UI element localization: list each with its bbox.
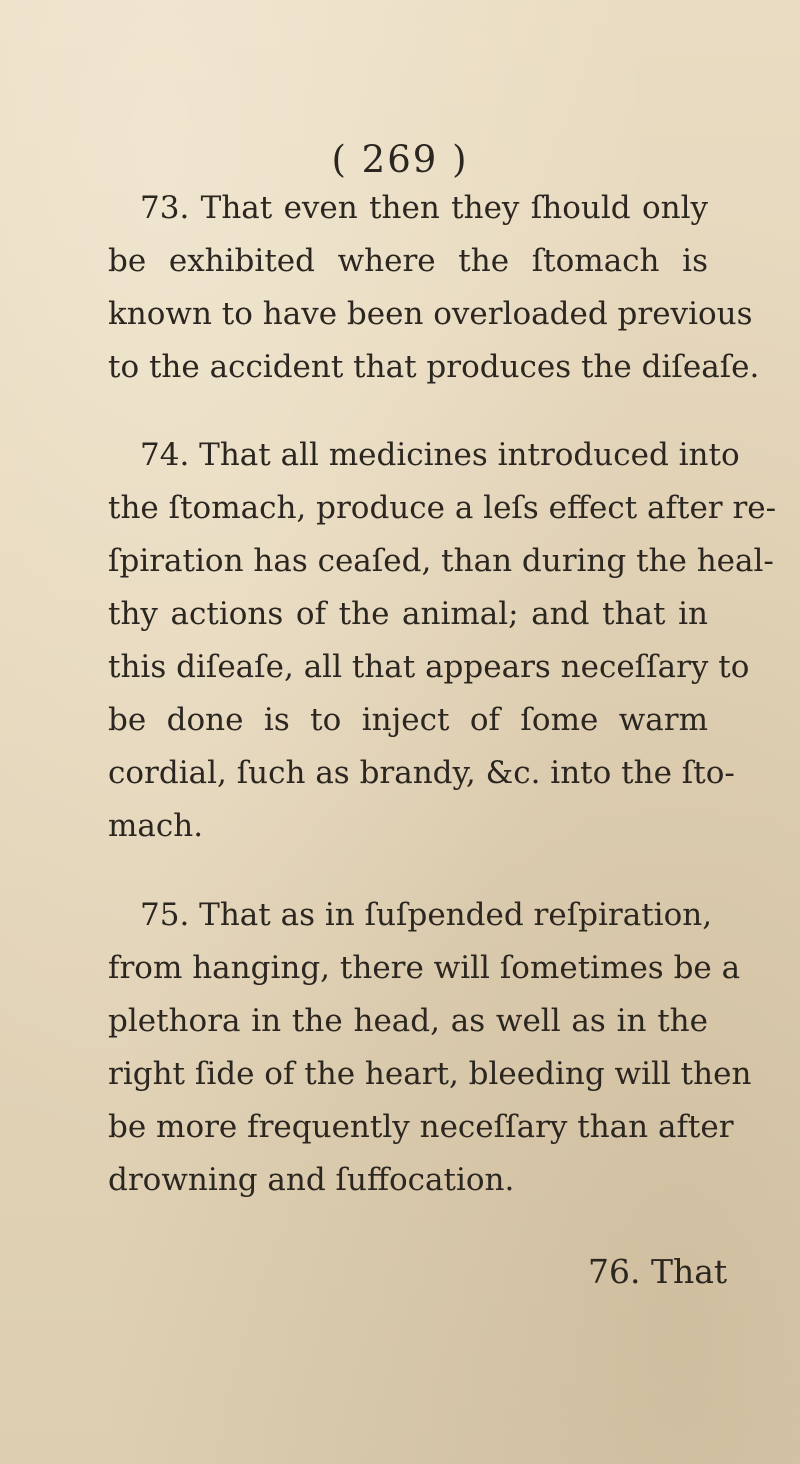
text-line: 74. That all medicines introduced into [140,437,740,473]
text-line: be exhibited where the ſtomach is [108,243,708,279]
text-line: to the accident that produces the diſeaſe. [108,349,760,385]
text-line: be done is to inject of ſome warm [108,702,708,738]
text-line: thy actions of the animal; and that in [108,596,708,632]
text-line: 75. That as in ſuſpended reſpiration, [140,897,713,933]
text-line: right ſide of the heart, bleeding will then [108,1056,752,1092]
text-line: this diſeaſe, all that appears neceſſary to [108,649,750,685]
text-line: cordial, ſuch as brandy, &c. into the ſto- [108,755,735,791]
text-line: ſpiration has ceaſed, than during the heal- [108,543,774,579]
text-line: plethora in the head, as well as in the [108,1003,708,1039]
catchword: 76. That [588,1252,728,1291]
text-line: known to have been overloaded previous [108,296,753,332]
text-line: 73. That even then they ſhould only [140,190,708,226]
text-line: the ſtomach, produce a leſs effect after re- [108,490,777,526]
text-line: drowning and ſuffocation. [108,1162,515,1198]
text-line: from hanging, there will ſometimes be a [108,950,741,986]
text-line: be more frequently neceſſary than after [108,1109,734,1145]
page-number: ( 269 ) [331,138,469,181]
text-line: mach. [108,808,204,844]
